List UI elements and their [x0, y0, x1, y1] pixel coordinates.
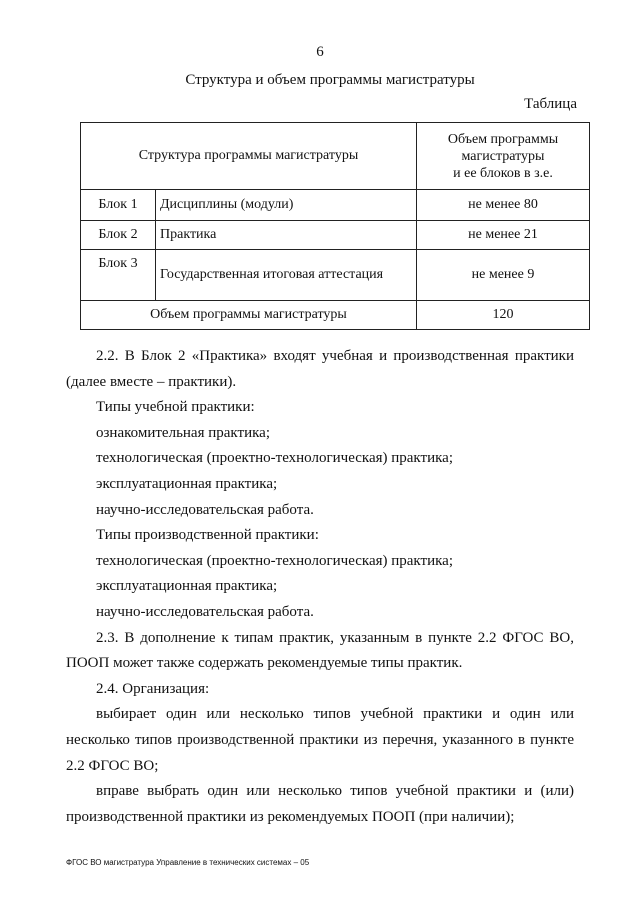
- paragraph: Типы учебной практики:: [96, 399, 255, 416]
- block-volume-cell: не менее 21: [417, 221, 590, 250]
- header-volume-line: магистратуры: [461, 148, 545, 164]
- list-item: эксплуатационная практика;: [96, 475, 278, 492]
- list-item: научно-исследовательская работа.: [96, 501, 314, 518]
- section-title: Структура и объем программы магистратуры: [185, 72, 475, 88]
- total-label-cell: Объем программы магистратуры: [81, 301, 417, 330]
- header-volume-line: и ее блоков в з.е.: [453, 165, 553, 181]
- list-item: научно-исследовательская работа.: [96, 603, 314, 620]
- list-item: ознакомительная практика;: [96, 424, 270, 441]
- list-item: эксплуатационная практика;: [96, 578, 278, 595]
- block-volume-cell: не менее 9: [417, 250, 590, 301]
- block-cell: Блок 2: [81, 221, 156, 250]
- block-cell: Блок 1: [81, 190, 156, 221]
- paragraph: 2.4. Организация:: [96, 680, 210, 697]
- block-volume-cell: не менее 80: [417, 190, 590, 221]
- table-row: [81, 190, 590, 221]
- table-header-row: [81, 123, 590, 190]
- table-caption: Таблица: [524, 96, 577, 112]
- block-name-cell: Практика: [156, 221, 417, 250]
- block-cell: Блок 3: [81, 250, 156, 301]
- header-volume-cell: [417, 123, 590, 190]
- list-item: технологическая (проектно-технологическая) практика;: [96, 450, 453, 467]
- paragraph: выбирает один или несколько типов учебной практики и один или несколько типов производственной практики из перечня, указанного в пункте 2.2 ФГОС ВО;: [66, 706, 574, 774]
- table-row: [81, 221, 590, 250]
- header-structure-cell: Структура программы магистратуры: [81, 123, 417, 190]
- paragraph: вправе выбрать один или несколько типов учебной практики и (или) производственной практики из рекомендуемых ПООП (при наличии);: [66, 783, 574, 825]
- program-structure-table: [80, 122, 590, 330]
- table-row: [81, 250, 590, 301]
- body-text: [66, 344, 574, 830]
- page-footer: ФГОС ВО магистратура Управление в технических системах – 05: [66, 858, 310, 867]
- paragraph: Типы производственной практики:: [96, 527, 319, 544]
- block-name-cell: Государственная итоговая аттестация: [156, 250, 417, 301]
- block-name-cell: Дисциплины (модули): [156, 190, 417, 221]
- paragraph: 2.2. В Блок 2 «Практика» входят учебная и производственная практики (далее вместе – практики).: [66, 348, 574, 390]
- header-volume-line: Объем программы: [447, 131, 559, 147]
- page-number: 6: [316, 44, 324, 60]
- table-total-row: [81, 301, 590, 330]
- total-value-cell: 120: [417, 301, 590, 330]
- list-item: технологическая (проектно-технологическая) практика;: [96, 552, 453, 569]
- paragraph: 2.3. В дополнение к типам практик, указанным в пункте 2.2 ФГОС ВО, ПООП может также содержать рекомендуемые типы практик.: [66, 629, 574, 672]
